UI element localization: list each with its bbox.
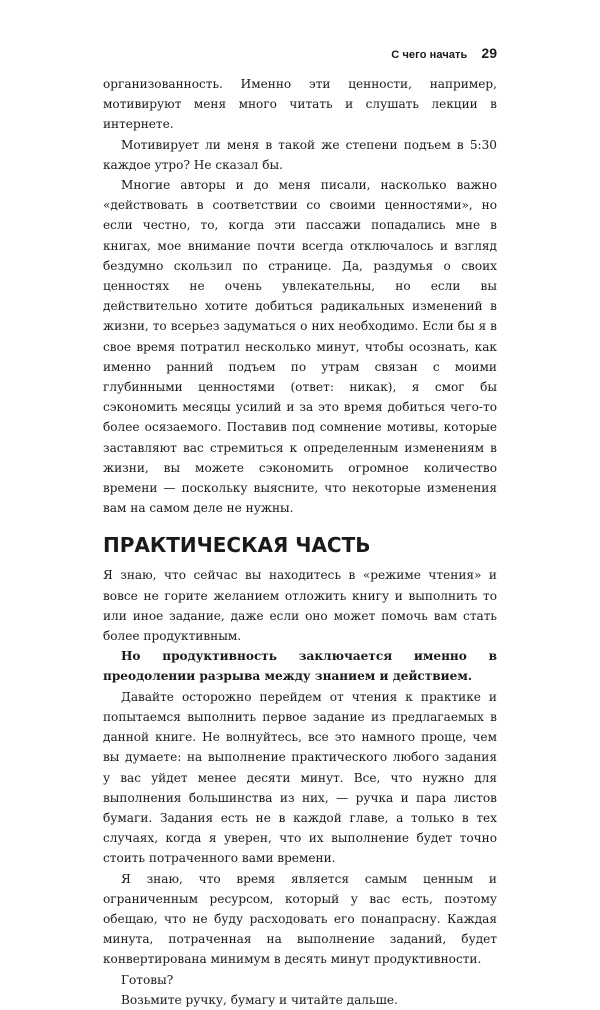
paragraph: Мотивирует ли меня в такой же степени подъем в 5:30 каждое утро? Не сказал бы. xyxy=(103,137,497,172)
paragraph: Давайте осторожно перейдем от чтения к практике и попытаемся выполнить первое задание из предлагаемых в данной книге. Не волнуйтесь, все это намного проще, чем вы думаете: на выполнение практического любого задания у вас уйдет менее десяти минут. Все, что нужно для выполнения большинства из них, — ручка и пара листов бумаги. Задания есть не в каждой главе, а только в тех случаях, когда я уверен, что их выполнение будет точно стоить потраченного вами времени. xyxy=(103,689,497,866)
paragraph: организованность. Именно эти ценности, например, мотивируют меня много читать и слушать лекции в интернете. xyxy=(103,77,497,132)
paragraph: Возьмите ручку, бумагу и читайте дальше. xyxy=(121,992,398,1007)
running-head xyxy=(391,45,497,61)
chapter-title: С чего начать xyxy=(391,49,468,61)
paragraph: Многие авторы и до меня писали, насколько важно «действовать в соответствии со своими ценностями», но если честно, то, когда эти пассажи попадались мне в книгах, мое внимание почти всегда отключалось и взгляд бездумно скользил по странице. Да, раздумья о своих ценностях не очень увлекательны, но если вы действительно хотите добиться радикальных изменений в жизни, то всерьез задуматься о них необходимо. Если бы я в свое время потратил несколько минут, чтобы осознать, как именно ранний подъем по утрам связан с моими глубинными ценностями (ответ: никак), я смог бы сэкономить месяцы усилий и за это время добиться чего-то более осязаемого. Поставив под сомнение мотивы, которые заставляют вас стремиться к определенным изменениям в жизни, вы можете сэкономить огромное количество времени — поскольку выясните, что некоторые изменения вам на самом деле не нужны. xyxy=(103,178,497,516)
page-number: 29 xyxy=(481,45,497,61)
section-heading: ПРАКТИЧЕСКАЯ ЧАСТЬ xyxy=(103,533,371,558)
paragraph: Готовы? xyxy=(121,972,174,987)
emphasis-paragraph: Но продуктивность заключается именно в преодолении разрыва между знанием и действием. xyxy=(103,649,497,684)
body-text xyxy=(103,74,497,1010)
paragraph: Я знаю, что время является самым ценным и ограниченным ресурсом, который у вас есть, поэтому обещаю, что не буду расходовать его понапрасну. Каждая минута, потраченная на выполнение заданий, будет конвертирована минимум в десять минут продуктивности. xyxy=(103,871,497,967)
section-intro: Я знаю, что сейчас вы находитесь в «режиме чтения» и вовсе не горите желанием отложить книгу и выполнить то или иное задание, даже если оно может помочь вам стать более продуктивным. xyxy=(103,568,497,644)
